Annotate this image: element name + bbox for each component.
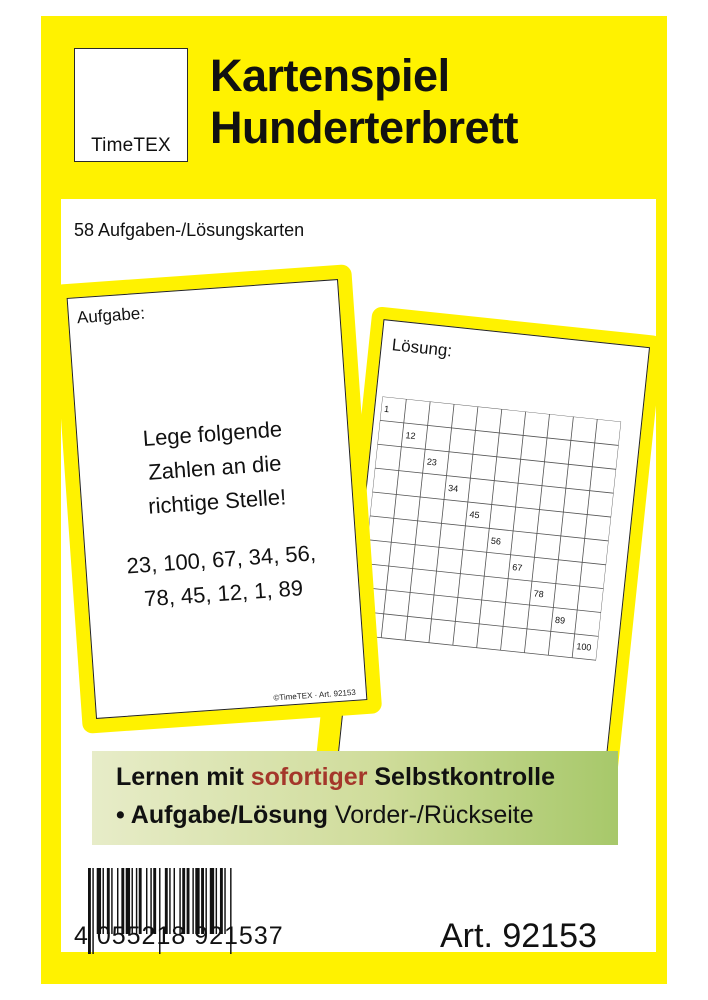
title-line-2: Hunderterbrett bbox=[210, 102, 519, 153]
feature-line-2 bbox=[116, 801, 534, 830]
grid-line bbox=[362, 587, 601, 612]
grid-line bbox=[501, 412, 526, 651]
grid-line bbox=[572, 419, 597, 658]
feature-highlight: sofortiger bbox=[250, 763, 368, 791]
grid-line bbox=[524, 414, 549, 653]
solution-card-face bbox=[338, 319, 650, 781]
solution-card-heading: Lösung: bbox=[390, 335, 454, 361]
grid-number: 12 bbox=[405, 430, 417, 442]
title-line-1: Kartenspiel bbox=[210, 50, 450, 101]
instruction-line: Zahlen an die bbox=[147, 450, 283, 485]
grid-line bbox=[367, 540, 606, 565]
task-card-face bbox=[67, 279, 368, 719]
article-number: Art. 92153 bbox=[440, 917, 597, 955]
feature-banner bbox=[92, 751, 618, 845]
instruction-line: richtige Stelle! bbox=[147, 484, 287, 519]
feature-text: Lernen mit bbox=[116, 763, 251, 791]
grid-number: 1 bbox=[383, 403, 390, 415]
task-numbers bbox=[85, 533, 359, 620]
grid-line bbox=[477, 409, 502, 648]
feature-text: Selbstkontrolle bbox=[367, 763, 555, 791]
grid-number: 67 bbox=[511, 562, 523, 574]
barcode-number: 4 055218 921537 bbox=[74, 922, 284, 950]
brand-logo-text: TimeTEX bbox=[91, 135, 171, 156]
hundred-grid bbox=[356, 396, 621, 676]
task-card-heading: Aufgabe: bbox=[76, 303, 146, 328]
grid-number: 34 bbox=[447, 482, 459, 494]
grid-line bbox=[596, 422, 621, 661]
task-instruction bbox=[77, 408, 353, 529]
feature-text: Vorder-/Rückseite bbox=[327, 801, 534, 829]
numbers-line: 78, 45, 12, 1, 89 bbox=[143, 575, 304, 612]
grid-number: 23 bbox=[426, 456, 438, 468]
grid-number: 89 bbox=[554, 614, 566, 626]
grid-number: 45 bbox=[469, 509, 481, 521]
feature-line-1 bbox=[116, 763, 555, 792]
brand-logo bbox=[74, 48, 188, 162]
solution-card bbox=[325, 306, 663, 794]
task-card bbox=[52, 264, 383, 734]
feature-bold-text: • Aufgabe/Lösung bbox=[116, 801, 328, 829]
card-copyright: ©TimeTEX · Art. 92153 bbox=[273, 687, 357, 703]
product-title bbox=[210, 50, 518, 154]
grid-line bbox=[357, 635, 596, 660]
grid-line bbox=[365, 564, 604, 589]
instruction-line: Lege folgende bbox=[141, 416, 283, 451]
grid-number: 56 bbox=[490, 535, 502, 547]
grid-number: 78 bbox=[533, 588, 545, 600]
card-count-text: 58 Aufgaben-/Lösungskarten bbox=[74, 220, 305, 240]
grid-number: 100 bbox=[575, 641, 592, 653]
numbers-line: 23, 100, 67, 34, 56, bbox=[125, 540, 317, 579]
